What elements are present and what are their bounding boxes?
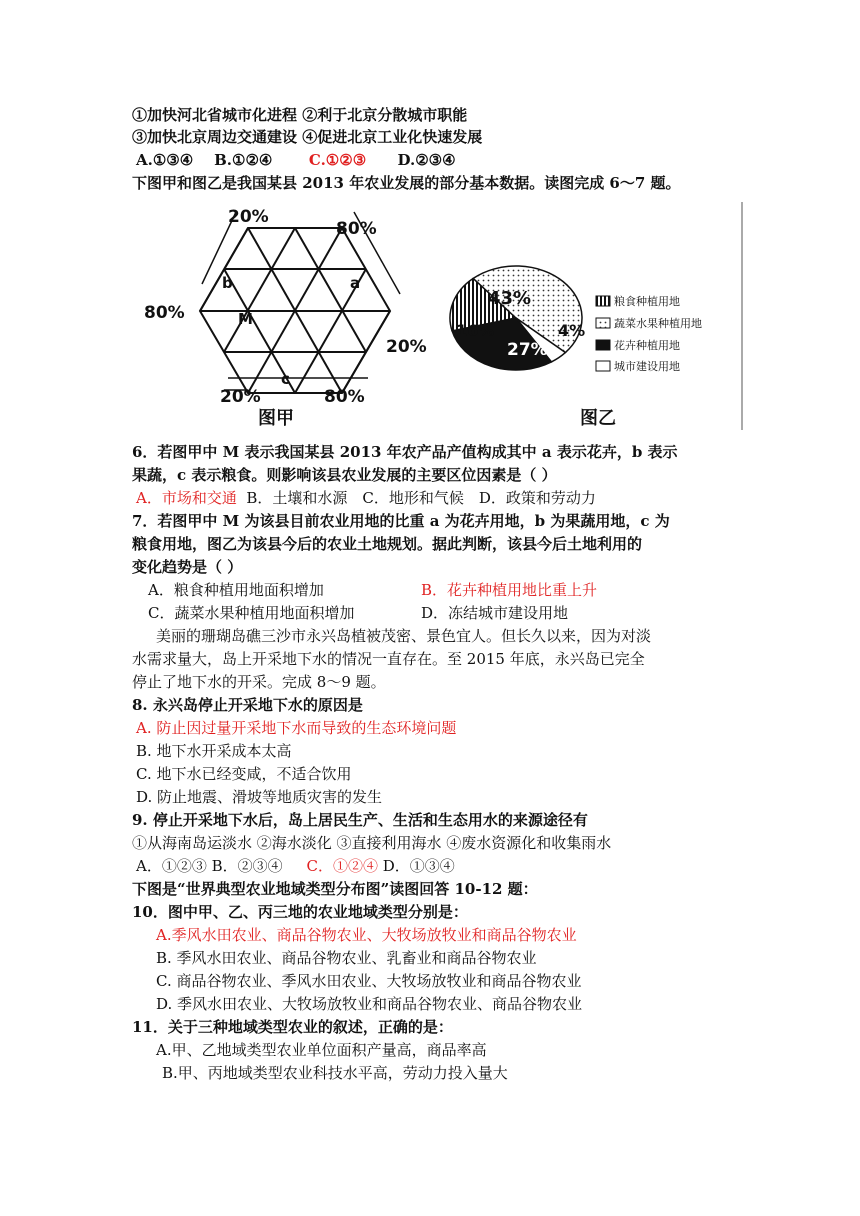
q8-stem: 8. 永兴岛停止开采地下水的原因是 [132, 696, 363, 714]
legend-vegetable: 蔬菜水果种植用地 [614, 317, 702, 330]
q10-option-c: C. 商品谷物农业、季风水田农业、大牧场放牧业和商品谷物农业 [156, 972, 582, 990]
q8-option-d: D. 防止地震、滑坡等地质灾害的发生 [136, 788, 383, 806]
passage-line-3: 停止了地下水的开采。完成 8～9 题。 [132, 673, 386, 691]
q5-item-line-1: ①加快河北省城市化进程 ②利于北京分散城市职能 [132, 106, 468, 124]
side-c: c [281, 370, 290, 388]
q8-option-c: C. 地下水已经变咸，不适合饮用 [136, 765, 352, 783]
legend-flower: 花卉种植用地 [614, 339, 680, 352]
label-top-right: 80% [336, 219, 377, 239]
q7-option-d: D．冻结城市建设用地 [421, 604, 569, 622]
slice-label-flower: 27% [507, 340, 548, 360]
intro-10-12: 下图是“世界典型农业地域类型分布图”读图回答 10-12 题： [132, 880, 538, 898]
q10-option-b: B. 季风水田农业、商品谷物农业、乳畜业和商品谷物农业 [156, 949, 537, 967]
label-bottom-left: 20% [220, 387, 261, 407]
q5-option-d: D.②③④ [397, 151, 456, 169]
legend-swatch-flower [596, 340, 610, 350]
label-top: 20% [228, 207, 269, 227]
q7-line-3: 变化趋势是（ ） [132, 558, 243, 576]
side-a: a [350, 274, 361, 292]
q9-options [136, 855, 455, 877]
passage-line-1: 美丽的珊瑚岛礁三沙市永兴岛植被茂密、景色宜人。但长久以来，因为对淡 [156, 627, 652, 645]
q11-stem: 11．关于三种地域类型农业的叙述，正确的是： [132, 1018, 453, 1036]
q9-option-c: C．①②④ [306, 857, 378, 875]
passage-line-2: 水需求量大，岛上开采地下水的情况一直存在。至 2015 年底，永兴岛已完全 [132, 650, 645, 668]
figure-jia [200, 212, 400, 393]
q9-items: ①从海南岛运淡水 ②海水淡化 ③直接利用海水 ④废水资源化和收集雨水 [132, 834, 612, 852]
slice-label-vegetable: 43% [488, 288, 532, 309]
slice-label-grain: 16% [456, 321, 495, 340]
legend-swatch-vegetable [596, 318, 610, 328]
legend-swatch-grain [596, 296, 610, 306]
side-b: b [222, 274, 233, 292]
q6-line-1: 6．若图甲中 M 表示我国某县 2013 年农产品产值构成其中 a 表示花卉，b 表示 [132, 443, 678, 461]
legend-swatch-city [596, 361, 610, 371]
q10-option-a: A.季风水田农业、商品谷物农业、大牧场放牧业和商品谷物农业 [156, 926, 577, 944]
q6-options-rest: B．土壤和水源 C．地形和气候 D．政策和劳动力 [246, 489, 596, 507]
q10-stem: 10．图中甲、乙、丙三地的农业地域类型分别是： [132, 903, 468, 921]
q7-line-1: 7．若图甲中 M 为该县目前农业用地的比重 a 为花卉用地，b 为果蔬用地，c 为 [132, 512, 670, 530]
q6-options [136, 487, 596, 509]
q11-option-a: A.甲、乙地域类型农业单位面积产量高，商品率高 [156, 1041, 487, 1059]
q10-option-d: D. 季风水田农业、大牧场放牧业和商品谷物农业、商品谷物农业 [156, 995, 583, 1013]
figure-jia-yi [128, 200, 744, 432]
q7-option-c: C．蔬菜水果种植用地面积增加 [148, 604, 355, 622]
q9-stem: 9. 停止开采地下水后，岛上居民生产、生活和生态用水的来源途径有 [132, 811, 588, 829]
q5-item-line-2: ③加快北京周边交通建设 ④促进北京工业化快速发展 [132, 128, 483, 146]
caption-yi: 图乙 [580, 408, 616, 429]
point-m: M [238, 310, 253, 328]
q9-option-d: D．①③④ [382, 857, 455, 875]
label-right: 20% [386, 337, 427, 357]
q8-option-a: A. 防止因过量开采地下水而导致的生态环境问题 [136, 719, 457, 737]
figure-yi-legend [596, 294, 702, 373]
q11-option-b: B.甲、丙地域类型农业科技水平高，劳动力投入量大 [162, 1064, 508, 1082]
q5-option-a: A.①③④ [136, 151, 194, 169]
label-left: 80% [144, 303, 185, 323]
q5-option-c: C.①②③ [308, 151, 367, 169]
q7-option-a: A．粮食种植用地面积增加 [148, 581, 324, 599]
q8-option-b: B. 地下水开采成本太高 [136, 742, 292, 760]
q7-option-b: B．花卉种植用地比重上升 [421, 581, 598, 599]
intro-6-7: 下图甲和图乙是我国某县 2013 年农业发展的部分基本数据。读图完成 6～7 题。 [132, 174, 681, 192]
legend-grain: 粮食种植用地 [614, 295, 680, 308]
q9-option-a: A．①②③ [136, 857, 207, 875]
q6-line-2: 果蔬，c 表示粮食。则影响该县农业发展的主要区位因素是（ ） [132, 466, 557, 484]
label-bottom-right: 80% [324, 387, 365, 407]
caption-jia: 图甲 [258, 408, 294, 429]
q9-option-b: B．②③④ [211, 857, 283, 875]
slice-label-city: 4% [558, 321, 586, 340]
q7-line-2: 粮食用地，图乙为该县今后的农业土地规划。据此判断，该县今后土地利用的 [132, 535, 643, 553]
q5-option-b: B.①②④ [214, 151, 273, 169]
q6-option-a: A．市场和交通 [136, 489, 237, 507]
legend-city: 城市建设用地 [614, 360, 680, 373]
q5-options [136, 149, 456, 171]
